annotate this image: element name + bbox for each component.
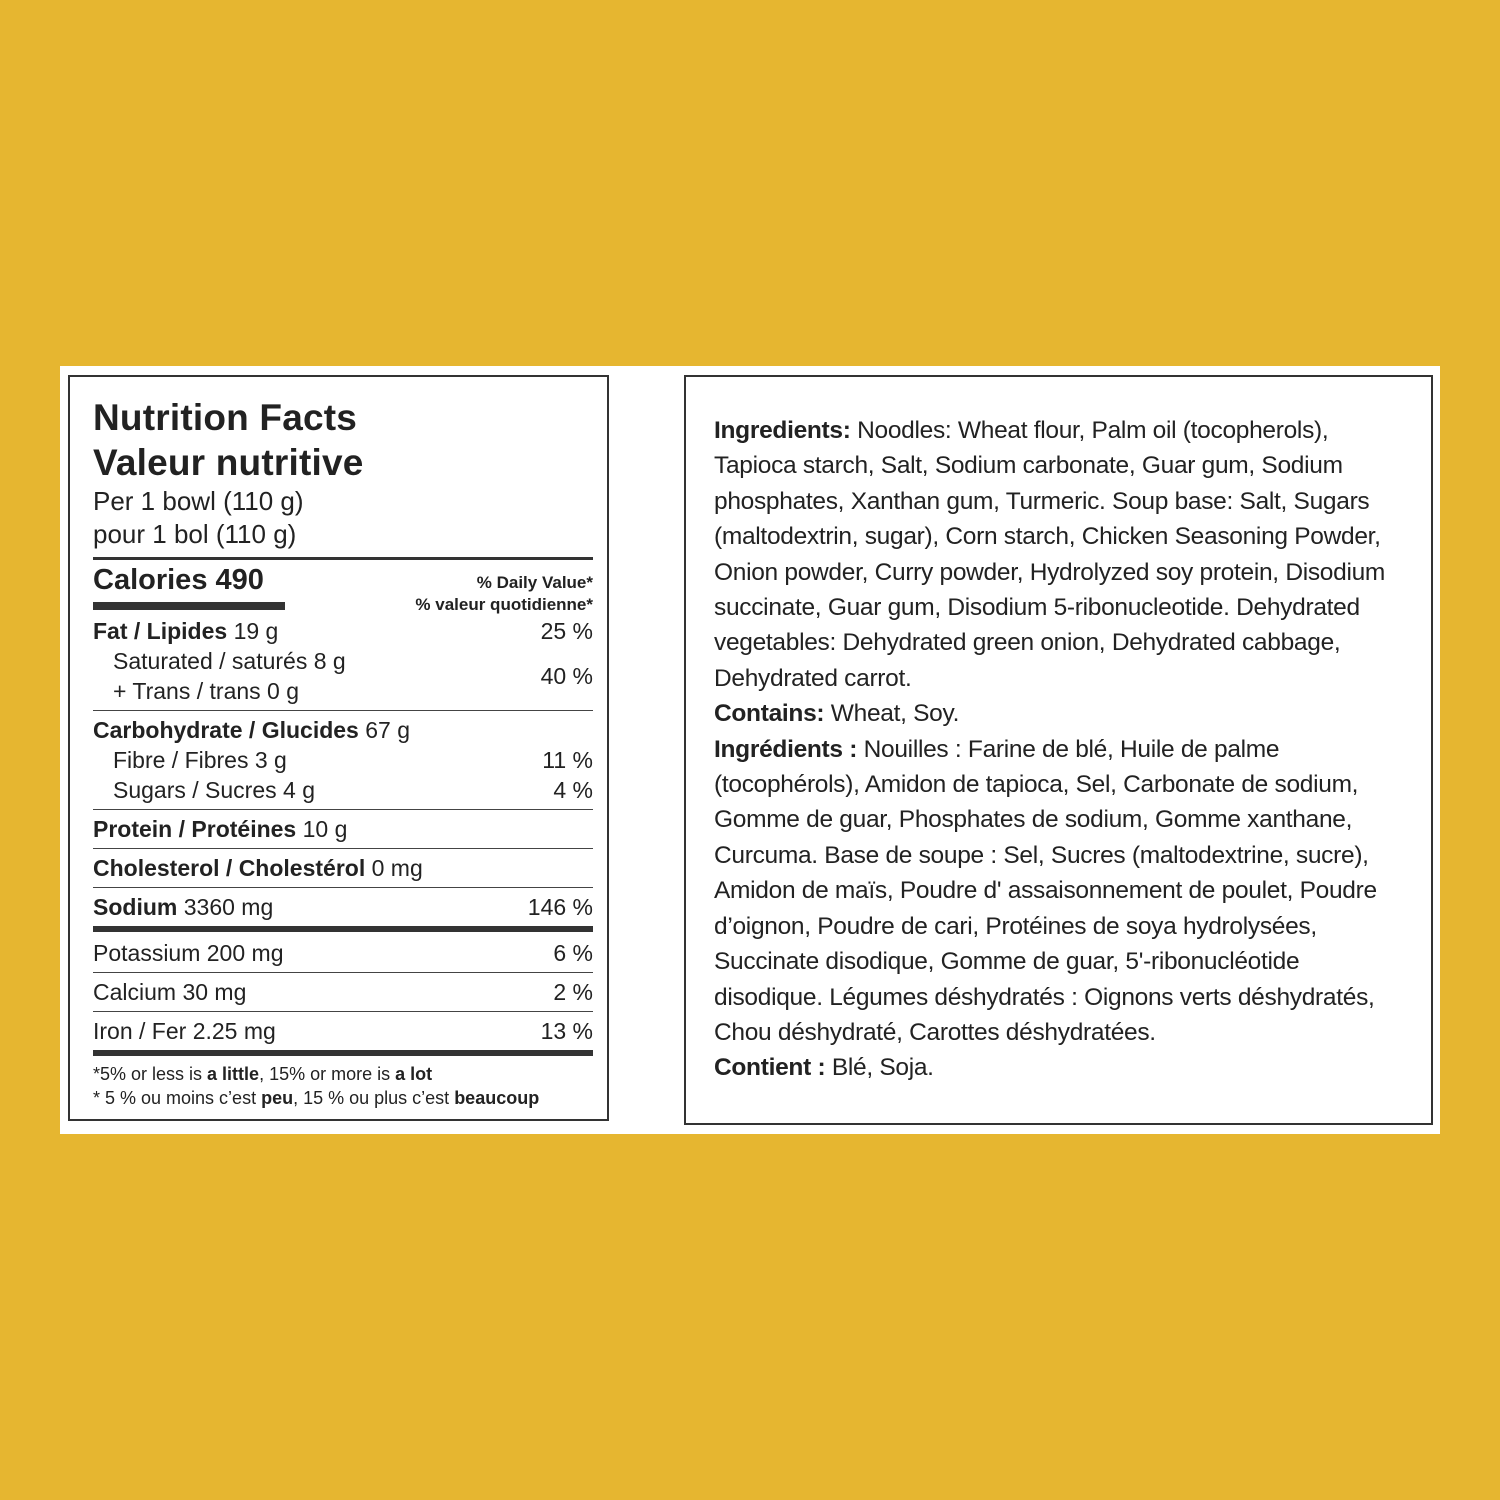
divider	[93, 809, 593, 810]
sodium-row	[93, 892, 593, 922]
sugars-dv: 4 %	[553, 777, 593, 803]
contains-fr	[714, 1050, 1401, 1085]
ingredients-fr-label: Ingrédients :	[714, 735, 858, 763]
daily-value-header-en: % Daily Value*	[476, 573, 593, 592]
sugars-row	[93, 775, 593, 805]
saturated-row	[113, 646, 346, 676]
calories-label: Calories	[93, 564, 208, 596]
cholesterol-amount: 0 mg	[371, 855, 423, 881]
saturated-label: Saturated / saturés 8 g	[113, 648, 346, 674]
protein-amount: 10 g	[302, 816, 348, 842]
footnote-en: *5% or less is a little, 15% or more is a lot	[93, 1064, 433, 1084]
fat-row	[93, 616, 593, 646]
fibre-label: Fibre / Fibres 3 g	[113, 747, 287, 773]
sat-trans-group	[93, 646, 593, 706]
sat-trans-dv: 40 %	[540, 662, 593, 689]
fat-label: Fat / Lipides	[93, 618, 228, 644]
ingredients-fr	[714, 732, 1401, 1051]
divider	[93, 887, 593, 888]
carb-amount: 67 g	[365, 717, 411, 743]
ingredients-en	[714, 413, 1401, 696]
calcium-row	[93, 977, 593, 1007]
serving-size-fr: pour 1 bol (110 g)	[93, 519, 297, 549]
divider	[93, 1011, 593, 1012]
trans-row	[113, 676, 346, 706]
divider	[93, 972, 593, 973]
footnote-fr: * 5 % ou moins c’est peu, 15 % ou plus c’est beaucoup	[93, 1088, 540, 1108]
label-card	[60, 366, 1440, 1134]
fibre-row	[93, 745, 593, 775]
potassium-dv: 6 %	[553, 940, 593, 966]
fibre-dv: 11 %	[542, 747, 593, 773]
nutrition-facts-table	[68, 375, 609, 1121]
calcium-dv: 2 %	[553, 979, 593, 1005]
contains-fr-label: Contient :	[714, 1054, 826, 1082]
nutrition-title-en: Nutrition Facts	[93, 397, 358, 438]
cholesterol-row	[93, 853, 593, 883]
potassium-row	[93, 938, 593, 968]
fat-dv: 25 %	[540, 618, 593, 644]
calories-value: 490	[215, 564, 264, 596]
cholesterol-label: Cholesterol / Cholestérol	[93, 855, 366, 881]
daily-value-header	[415, 572, 593, 616]
trans-label: + Trans / trans 0 g	[113, 678, 300, 704]
footnote	[93, 1062, 593, 1110]
protein-row	[93, 814, 593, 844]
divider-thick	[93, 1050, 593, 1056]
calories-underline	[93, 602, 285, 610]
carb-label: Carbohydrate / Glucides	[93, 717, 359, 743]
sodium-amount: 3360 mg	[183, 894, 274, 920]
iron-dv: 13 %	[540, 1018, 593, 1044]
contains-fr-text: Blé, Soja.	[825, 1054, 934, 1082]
potassium-label: Potassium 200 mg	[93, 940, 284, 966]
serving-size-en: Per 1 bowl (110 g)	[93, 486, 304, 516]
iron-label: Iron / Fer 2.25 mg	[93, 1018, 276, 1044]
iron-row	[93, 1016, 593, 1046]
daily-value-header-fr: % valeur quotidienne*	[415, 595, 593, 614]
carb-row	[93, 715, 593, 745]
contains-en-label: Contains:	[714, 700, 825, 728]
sodium-dv: 146 %	[527, 894, 593, 920]
ingredients-fr-text: Nouilles : Farine de blé, Huile de palme (tocophérols), Amidon de tapioca, Sel, Carbonate de sodium, Gomme de guar, Phosphates de sodium, Gomme xanthane, Curcuma. Base de soupe : Sel, Sucres (maltodextrine, sucre), Amidon de maïs, Poudre d' assaisonnement de poulet, Poudre d’oignon, Poudre de cari, Protéines de soya hydrolysées, Succinate disodique, Gomme de guar, 5'-ribonucléotide disodique. Légumes déshydratés : Oignons verts déshydratés, Chou déshydraté, Carottes déshydratées.	[714, 735, 1377, 1046]
sugars-label: Sugars / Sucres 4 g	[113, 777, 315, 803]
nutrition-title-fr: Valeur nutritive	[93, 442, 364, 483]
contains-en	[714, 696, 1401, 731]
calories-row	[93, 560, 593, 616]
divider	[93, 848, 593, 849]
ingredients-panel	[684, 375, 1433, 1125]
calcium-label: Calcium 30 mg	[93, 979, 247, 1005]
ingredients-en-text: Noodles: Wheat flour, Palm oil (tocopherols), Tapioca starch, Salt, Sodium carbonate, Guar gum, Sodium phosphates, Xanthan gum, Turmeric. Soup base: Salt, Sugars (maltodextrin, sugar), Corn starch, Chicken Seasoning Powder, Onion powder, Curry powder, Hydrolyzed soy protein, Disodium succinate, Guar gum, Disodium 5-ribonucleotide. Dehydrated vegetables: Dehydrated green onion, Dehydrated cabbage, Dehydrated carrot.	[714, 417, 1386, 692]
divider-thick	[93, 926, 593, 932]
ingredients-en-label: Ingredients:	[714, 417, 851, 444]
fat-amount: 19 g	[233, 618, 279, 644]
sodium-label: Sodium	[93, 894, 178, 920]
contains-en-text: Wheat, Soy.	[824, 700, 960, 728]
divider	[93, 710, 593, 711]
protein-label: Protein / Protéines	[93, 816, 297, 842]
